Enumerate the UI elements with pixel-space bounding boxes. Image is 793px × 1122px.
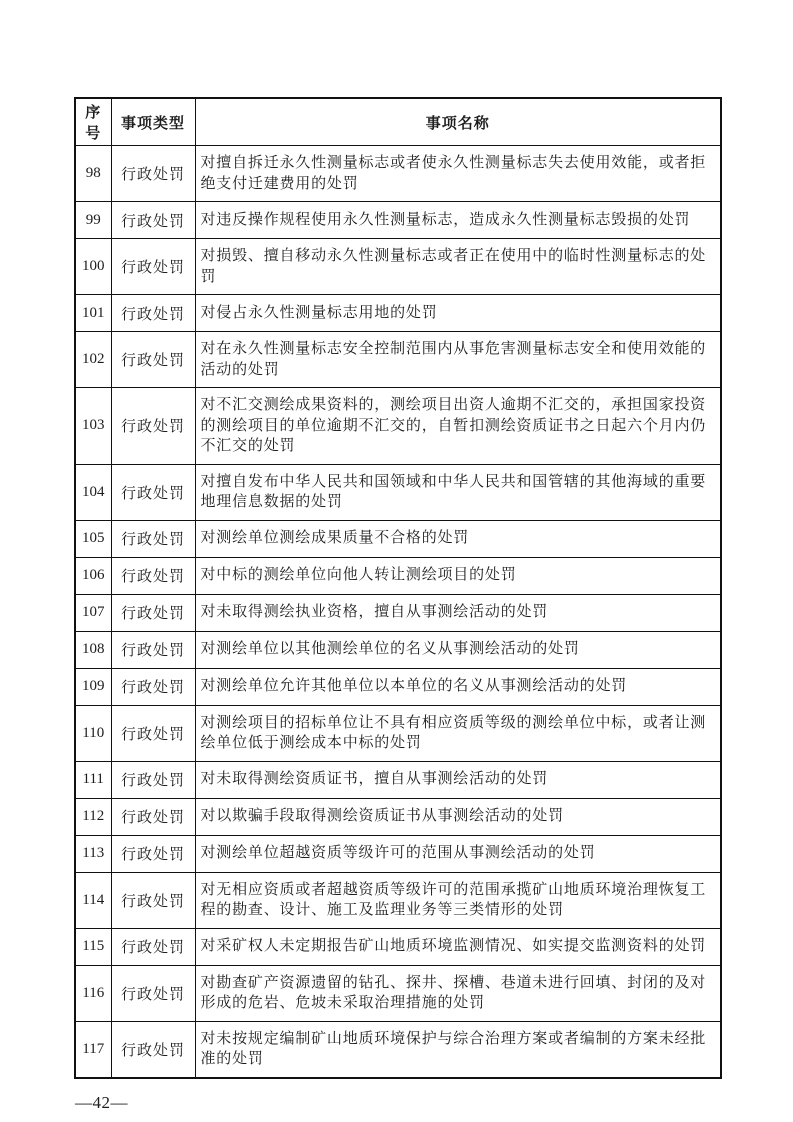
row-name: 对侵占永久性测量标志用地的处罚: [195, 295, 721, 332]
row-name: 对测绘单位超越资质等级许可的范围从事测绘活动的处罚: [195, 835, 721, 872]
row-type: 行政处罚: [111, 202, 195, 239]
row-name: 对中标的测绘单位向他人转让测绘项目的处罚: [195, 557, 721, 594]
row-name: 对未按规定编制矿山地质环境保护与综合治理方案或者编制的方案未经批准的处罚: [195, 1021, 721, 1078]
row-type: 行政处罚: [111, 388, 195, 465]
row-number: 105: [75, 520, 111, 557]
row-type: 行政处罚: [111, 928, 195, 965]
row-number: 100: [75, 239, 111, 295]
table-row: [75, 668, 721, 705]
row-name: 对采矿权人未定期报告矿山地质环境监测情况、如实提交监测资料的处罚: [195, 928, 721, 965]
row-number: 117: [75, 1021, 111, 1078]
row-type: 行政处罚: [111, 520, 195, 557]
row-type: 行政处罚: [111, 631, 195, 668]
table-row: [75, 872, 721, 928]
row-type: 行政处罚: [111, 835, 195, 872]
row-number: 106: [75, 557, 111, 594]
row-name: 对擅自拆迁永久性测量标志或者使永久性测量标志失去使用效能，或者拒绝支付迁建费用的处罚: [195, 146, 721, 202]
page-number: —42—: [75, 1092, 128, 1112]
table-row: [75, 594, 721, 631]
table-row: [75, 295, 721, 332]
row-name: 对未取得测绘资质证书，擅自从事测绘活动的处罚: [195, 761, 721, 798]
row-number: 107: [75, 594, 111, 631]
row-name: 对擅自发布中华人民共和国领域和中华人民共和国管辖的其他海域的重要地理信息数据的处罚: [195, 464, 721, 520]
row-type: 行政处罚: [111, 295, 195, 332]
row-type: 行政处罚: [111, 798, 195, 835]
row-name: 对违反操作规程使用永久性测量标志，造成永久性测量标志毁损的处罚: [195, 202, 721, 239]
table-row: [75, 239, 721, 295]
row-number: 110: [75, 705, 111, 761]
table-row: [75, 705, 721, 761]
row-name: 对测绘单位允许其他单位以本单位的名义从事测绘活动的处罚: [195, 668, 721, 705]
table-header-row: [75, 98, 721, 146]
row-type: 行政处罚: [111, 872, 195, 928]
row-number: 103: [75, 388, 111, 465]
table-row: [75, 798, 721, 835]
table-row: [75, 1021, 721, 1078]
row-name: 对测绘单位测绘成果质量不合格的处罚: [195, 520, 721, 557]
table-row: [75, 835, 721, 872]
row-name: 对不汇交测绘成果资料的，测绘项目出资人逾期不汇交的，承担国家投资的测绘项目的单位逾期不汇交的，自暂扣测绘资质证书之日起六个月内仍不汇交的处罚: [195, 388, 721, 465]
table-row: [75, 388, 721, 465]
col-header-name: 事项名称: [195, 98, 721, 146]
row-number: 99: [75, 202, 111, 239]
row-number: 111: [75, 761, 111, 798]
col-header-no: 序号: [75, 98, 111, 146]
row-type: 行政处罚: [111, 761, 195, 798]
row-name: 对未取得测绘执业资格，擅自从事测绘活动的处罚: [195, 594, 721, 631]
row-type: 行政处罚: [111, 239, 195, 295]
table-row: [75, 464, 721, 520]
row-number: 115: [75, 928, 111, 965]
row-name: 对测绘单位以其他测绘单位的名义从事测绘活动的处罚: [195, 631, 721, 668]
table-row: [75, 557, 721, 594]
row-number: 112: [75, 798, 111, 835]
row-name: 对无相应资质或者超越资质等级许可的范围承揽矿山地质环境治理恢复工程的勘查、设计、施工及监理业务等三类情形的处罚: [195, 872, 721, 928]
row-name: 对测绘项目的招标单位让不具有相应资质等级的测绘单位中标，或者让测绘单位低于测绘成本中标的处罚: [195, 705, 721, 761]
table-row: [75, 520, 721, 557]
table-row: [75, 202, 721, 239]
table-row: [75, 332, 721, 388]
row-number: 104: [75, 464, 111, 520]
items-table: [74, 97, 722, 1079]
table-row: [75, 631, 721, 668]
table-row: [75, 965, 721, 1021]
row-type: 行政处罚: [111, 965, 195, 1021]
row-number: 113: [75, 835, 111, 872]
row-name: 对在永久性测量标志安全控制范围内从事危害测量标志安全和使用效能的活动的处罚: [195, 332, 721, 388]
table-row: [75, 146, 721, 202]
row-type: 行政处罚: [111, 146, 195, 202]
row-number: 116: [75, 965, 111, 1021]
row-name: 对损毁、擅自移动永久性测量标志或者正在使用中的临时性测量标志的处罚: [195, 239, 721, 295]
row-type: 行政处罚: [111, 1021, 195, 1078]
row-type: 行政处罚: [111, 557, 195, 594]
table-row: [75, 928, 721, 965]
row-type: 行政处罚: [111, 705, 195, 761]
row-type: 行政处罚: [111, 594, 195, 631]
row-name: 对勘查矿产资源遗留的钻孔、探井、探槽、巷道未进行回填、封闭的及对形成的危岩、危坡未采取治理措施的处罚: [195, 965, 721, 1021]
row-name: 对以欺骗手段取得测绘资质证书从事测绘活动的处罚: [195, 798, 721, 835]
row-number: 108: [75, 631, 111, 668]
table-row: [75, 761, 721, 798]
col-header-type: 事项类型: [111, 98, 195, 146]
row-type: 行政处罚: [111, 332, 195, 388]
row-type: 行政处罚: [111, 464, 195, 520]
row-number: 98: [75, 146, 111, 202]
row-number: 102: [75, 332, 111, 388]
row-number: 114: [75, 872, 111, 928]
row-type: 行政处罚: [111, 668, 195, 705]
row-number: 109: [75, 668, 111, 705]
row-number: 101: [75, 295, 111, 332]
